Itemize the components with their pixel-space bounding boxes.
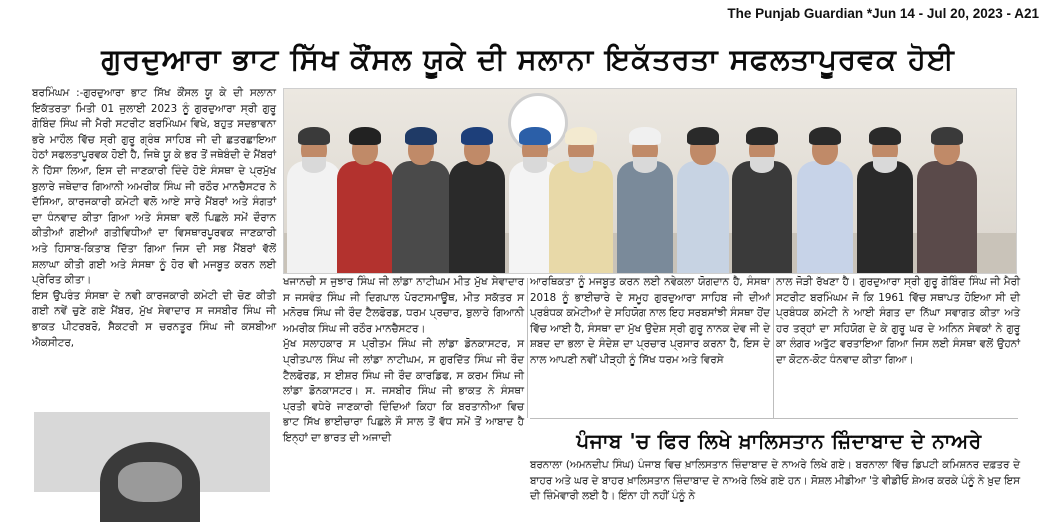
figure-body bbox=[797, 161, 853, 273]
beard-shape bbox=[750, 157, 774, 173]
beard-shape bbox=[523, 157, 547, 173]
paragraph: ਇਸ ਉਪਰੰਤ ਸੰਸਥਾ ਦੇ ਨਵੀ ਕਾਰਜਕਾਰੀ ਕਮੇਟੀ ਦੀ ਚੋਣ ਕੀਤੀ ਗਈ ਨਵੇਂ ਚੁਣੇ ਗਏ ਮੈਂਬਰ, ਮੁੱਖ ਸੇਵਾਦਾਰ ਸ ਜਸਬੀਰ ਸਿੰਘ ਜੀ ਭਾਕਤ ਪੀਟਰਬਰੋ, ਸੈਕਟਰੀ ਸ ਚਰਨਤੂਰ ਸਿੰਘ ਜੀ ਕਸਬੀਆ ਐਕਸੀਟਰ, bbox=[32, 289, 276, 349]
turban-shape bbox=[809, 127, 841, 145]
person-figure bbox=[674, 123, 732, 273]
article-column-3 bbox=[530, 275, 770, 415]
article-column-4 bbox=[776, 275, 1020, 415]
figure-body bbox=[617, 161, 673, 273]
person-figure bbox=[334, 123, 396, 273]
person-figure bbox=[794, 123, 856, 273]
column-divider bbox=[527, 278, 528, 418]
turban-shape bbox=[349, 127, 381, 145]
figure-body bbox=[287, 161, 341, 273]
paragraph: ਬਰਮਿੰਘਮ :-ਗੁਰਦੁਆਰਾ ਭਾਟ ਸਿੱਖ ਕੌਂਸਲ ਯੂ ਕੇ ਦੀ ਸਲਾਨਾ ਇਕੱਤਰਤਾ ਮਿਤੀ 01 ਜੁਲਾਈ 2023 ਨੂੰ ਗੁਰਦੁਆਰਾ ਸ੍ਰੀ ਗੁਰੂ ਗੋਬਿੰਦ ਸਿੰਘ ਜੀ ਮੈਰੀ ਸਟਰੀਟ ਬਰਮਿੰਘਮ ਵਿਖੇ, ਬਹੁਤ ਸਦਭਾਵਨਾ ਭਰੇ ਮਾਹੌਲ ਵਿੱਚ ਸ੍ਰੀ ਗੁਰੂ ਗ੍ਰੰਥ ਸਾਹਿਬ ਜੀ ਦੀ ਛਤਰਛਾਇਆ ਹੇਠਾਂ ਸਫਲਤਾਪੂਰਵਕ ਹੋਈ ਹੈ, ਜਿਥੇ ਯੂ ਕੇ ਭਰ ਤੋਂ ਜਥੇਬੰਦੀ ਦੇ ਮੈਂਬਰਾਂ ਨੇ ਹਿੱਸਾ ਲਿਆ, ਇਸ ਦੀ ਜਾਣਕਾਰੀ ਦਿੰਦੇ ਹੋਏ ਸੰਸਥਾ ਦੇ ਪ੍ਰਮੁੱਖ ਬੁਲਾਰੇ ਜਥੇਦਾਰ ਗਿਆਨੀ ਅਮਰੀਕ ਸਿੰਘ ਜੀ ਰਠੌਰ ਮਾਨਚੈਸਟਰ ਨੇ ਦੱਸਿਆ, ਕਾਰਜਕਾਰੀ ਕਮੇਟੀ ਵਲੋ ਆਏ ਸਾਰੇ ਮੈਂਬਰਾਂ ਅਤੇ ਸੰਗਤਾਂ ਦਾ ਧੰਨਵਾਦ ਕੀਤਾ ਗਿਆ ਅਤੇ ਸੰਸਥਾ ਵਲੋਂ ਪਿਛਲੇ ਸਮੇਂ ਦੌਰਾਨ ਕੀਤੀਆਂ ਗਈਆਂ ਗਤੀਵਿਧੀਆਂ ਦਾ ਵਿਸਥਾਰਪੂਰਵਕ ਜਾਣਕਾਰੀ ਅਤੇ ਹਿਸਾਬ-ਕਿਤਾਬ ਦਿੱਤਾ ਗਿਆ ਜਿਸ ਦੀ ਸਭ ਮੈਂਬਰਾਂ ਵੱਲੋਂ ਸ਼ਲਾਘਾ ਕੀਤੀ ਗਈ ਅਤੇ ਸੰਸਥਾ ਨੂੰ ਹੋਰ ਵੀ ਮਜਬੂਤ ਕਰਨ ਲਈ ਪ੍ਰੇਰਿਤ ਕੀਤਾ। bbox=[32, 87, 276, 287]
person-figure bbox=[389, 123, 453, 273]
beard-shape bbox=[873, 157, 897, 173]
paragraph: ਬਰਨਾਲਾ (ਅਮਨਦੀਪ ਸਿੰਘ) ਪੰਜਾਬ ਵਿਚ ਖ਼ਾਲਿਸਤਾਨ ਜ਼ਿੰਦਾਬਾਦ ਦੇ ਨਾਅਰੇ ਲਿਖੇ ਗਏ। ਬਰਨਾਲਾ ਵਿੱਚ ਡਿਪਟੀ ਕਮਿਸ਼ਨਰ ਦਫ਼ਤਰ ਦੇ ਬਾਹਰ ਅਤੇ ਘਰ ਦੇ ਬਾਹਰ ਖ਼ਾਲਿਸਤਾਨ ਜ਼ਿੰਦਾਬਾਦ ਦੇ ਨਾਅਰੇ ਲਿਖੇ ਗਏ ਹਨ। ਸੋਸ਼ਲ ਮੀਡੀਆ 'ਤੇ ਵੀਡੀਓ ਸ਼ੇਅਰ ਕਰਕੇ ਪੰਨੂੰ ਨੇ ਖ਼ੁਦ ਇਸ ਦੀ ਜ਼ਿੰਮੇਵਾਰੀ ਲਈ ਹੈ। ਇੰਨਾ ਹੀ ਨਹੀਂ ਪੰਨੂੰ ਨੇ bbox=[530, 459, 1020, 503]
article-column-1 bbox=[32, 86, 276, 404]
paragraph: ਖਜਾਨਚੀ ਸ ਜੁਝਾਰ ਸਿੰਘ ਜੀ ਲਾਂਡਾ ਨਾਟੀਘਮ ਮੀਤ ਮੁੱਖ ਸੇਵਾਦਾਰ ਸ ਜਸਵੰਤ ਸਿੰਘ ਜੀ ਦਿਗਪਾਲ ਪੋਰਟਸਮਾਊਥ, ਮੀਤ ਸਕੱਤਰ ਸ ਮਨੋਰਥ ਸਿੰਘ ਜੀ ਰੌਦ ਟੈਲਫੋਰਡ, ਧਰਮ ਪ੍ਰਚਾਰ, ਬੁਲਾਰੇ ਗਿਆਨੀ ਅਮਰੀਕ ਸਿੰਘ ਜੀ ਰਠੌਰ ਮਾਨਚੈਸਟਰ। bbox=[283, 276, 524, 335]
portrait-photo bbox=[34, 412, 270, 492]
article-2-body bbox=[530, 458, 1020, 503]
section-divider bbox=[530, 418, 1018, 419]
turban-shape bbox=[746, 127, 778, 145]
person-figure bbox=[914, 123, 980, 273]
beard-shape bbox=[633, 157, 657, 173]
turban-shape bbox=[461, 127, 493, 145]
article-column-2 bbox=[283, 275, 524, 492]
person-figure bbox=[854, 123, 916, 273]
column-divider bbox=[773, 278, 774, 418]
figure-body bbox=[917, 161, 977, 273]
paragraph: ਨਾਲ ਜੋੜੀ ਰੱਖਣਾ ਹੈ। ਗੁਰਦੁਆਰਾ ਸ੍ਰੀ ਗੁਰੂ ਗੋਬਿੰਦ ਸਿੰਘ ਜੀ ਮੈਰੀ ਸਟਰੀਟ ਬਰਮਿੰਘਮ ਜੋ ਕਿ 1961 ਵਿੱਚ ਸਥਾਪਤ ਹੋਇਆ ਸੀ ਦੀ ਪ੍ਰਬੰਧਕ ਕਮੇਟੀ ਨੇ ਆਈ ਸੰਗਤ ਦਾ ਨਿੱਘਾ ਸਵਾਗਤ ਕੀਤਾ ਅਤੇ ਹਰ ਤਰ੍ਹਾਂ ਦਾ ਸਹਿਯੋਗ ਦੇ ਕੇ ਗੁਰੂ ਘਰ ਦੇ ਅਨਿਨ ਸੇਵਕਾਂ ਨੇ ਗੁਰੂ ਕਾ ਲੰਗਰ ਅਤੁੱਟ ਵਰਤਾਇਆ ਗਿਆ ਜਿਸ ਲਈ ਸੰਸਥਾ ਵਲੋਂ ਉਹਨਾਂ ਦਾ ਕੋਟਨ-ਕੋਟ ਧੰਨਵਾਦ ਕੀਤਾ ਗਿਆ। bbox=[776, 276, 1020, 366]
paragraph: ਮੁੱਖ ਸਲਾਹਕਾਰ ਸ ਪ੍ਰੀਤਮ ਸਿੰਘ ਜੀ ਲਾਂਡਾ ਡੋਨਕਾਸਟਰ, ਸ ਪ੍ਰੀਤਪਾਲ ਸਿੰਘ ਜੀ ਲਾਂਡਾ ਨਾਟੀਘਮ, ਸ ਗੁਰਦਿੱਤ ਸਿੰਘ ਜੀ ਰੌਦ ਟੈਲਫੋਰਡ, ਸ ਈਸ਼ਰ ਸਿੰਘ ਜੀ ਰੌਦ ਕਾਰਡਿਫ, ਸ ਕਰਮ ਸਿੰਘ ਜੀ ਲਾਂਡਾ ਡੋਨਕਾਸਟਰ। ਸ. ਜਸਬੀਰ ਸਿੰਘ ਜੀ ਭਾਕਤ ਨੇ ਸੰਸਥਾ ਪ੍ਰਤੀ ਵਧੇਰੇ ਜਾਣਕਾਰੀ ਦਿੰਦਿਆਂ ਕਿਹਾ ਕਿ ਬਰਤਾਨੀਆ ਵਿਚ ਭਾਟ ਸਿੱਖ ਭਾਈਚਾਰਾ ਪਿਛਲੇ ਸੌ ਸਾਲ ਤੋਂ ਵੱਧ ਸਮੇਂ ਤੋਂ ਆਬਾਦ ਹੈ ਇਨ੍ਹਾਂ ਦਾ ਭਾਰਤ ਦੀ ਅਜਾਦੀ bbox=[283, 338, 524, 444]
person-figure bbox=[729, 123, 795, 273]
article-2-headline: ਪੰਜਾਬ 'ਚ ਫਿਰ ਲਿਖੇ ਖ਼ਾਲਿਸਤਾਨ ਜ਼ਿੰਦਾਬਾਦ ਦੇ ਨਾਅਰੇ bbox=[576, 429, 982, 453]
portrait-face bbox=[118, 462, 182, 502]
person-figure bbox=[614, 123, 676, 273]
figure-body bbox=[857, 161, 913, 273]
paragraph: ਆਰਥਿਕਤਾ ਨੂੰ ਮਜਬੂਤ ਕਰਨ ਲਈ ਨਵੇਕਲਾ ਯੋਗਦਾਨ ਹੈ, ਸੰਸਥਾ 2018 ਨੂੰ ਭਾਈਚਾਰੇ ਦੇ ਸਮੂਹ ਗੁਰਦੁਆਰਾ ਸਾਹਿਬ ਜੀ ਦੀਆਂ ਪ੍ਰਬੰਧਕ ਕਮੇਟੀਆਂ ਦੇ ਸਹਿਯੋਗ ਨਾਲ ਇਹ ਸਰਬਸਾਂਝੀ ਸੰਸਥਾ ਹੋਂਦ ਵਿੱਚ ਆਈ ਹੈ, ਸੰਸਥਾ ਦਾ ਮੁੱਖ ਉਦੇਸ਼ ਸ੍ਰੀ ਗੁਰੂ ਨਾਨਕ ਦੇਵ ਜੀ ਦੇ ਸ਼ਬਦ ਦਾ ਭਲਾ ਦੇ ਸੰਦੇਸ਼ ਦਾ ਪ੍ਰਚਾਰ ਪ੍ਰਸਾਰ ਕਰਨਾ ਹੈ, ਇਸ ਦੇ ਨਾਲ ਆਪਣੀ ਨਵੀਂ ਪੀੜ੍ਹੀ ਨੂੰ ਸਿੱਖ ਧਰਮ ਅਤੇ ਵਿਰਸੇ bbox=[530, 276, 770, 366]
masthead: The Punjab Guardian *Jun 14 - Jul 20, 2023 - A21 bbox=[727, 6, 1039, 21]
beard-shape bbox=[302, 157, 326, 173]
figure-body bbox=[392, 161, 450, 273]
figure-body bbox=[677, 161, 729, 273]
turban-shape bbox=[629, 127, 661, 145]
article-headline: ਗੁਰਦੁਆਰਾ ਭਾਟ ਸਿੱਖ ਕੌਂਸਲ ਯੂਕੇ ਦੀ ਸਲਾਨਾ ਇਕੱਤਰਤਾ ਸਫਲਤਾਪੂਰਵਕ ਹੋਈ bbox=[101, 42, 955, 76]
figure-body bbox=[449, 161, 505, 273]
group-photo bbox=[283, 88, 1017, 274]
beard-shape bbox=[569, 157, 593, 173]
person-figure bbox=[546, 123, 616, 273]
turban-shape bbox=[869, 127, 901, 145]
turban-shape bbox=[298, 127, 330, 145]
figure-body bbox=[732, 161, 792, 273]
turban-shape bbox=[405, 127, 437, 145]
person-figure bbox=[446, 123, 508, 273]
figure-body bbox=[337, 161, 393, 273]
turban-shape bbox=[931, 127, 963, 145]
figure-body bbox=[549, 161, 613, 273]
turban-shape bbox=[565, 127, 597, 145]
turban-shape bbox=[687, 127, 719, 145]
